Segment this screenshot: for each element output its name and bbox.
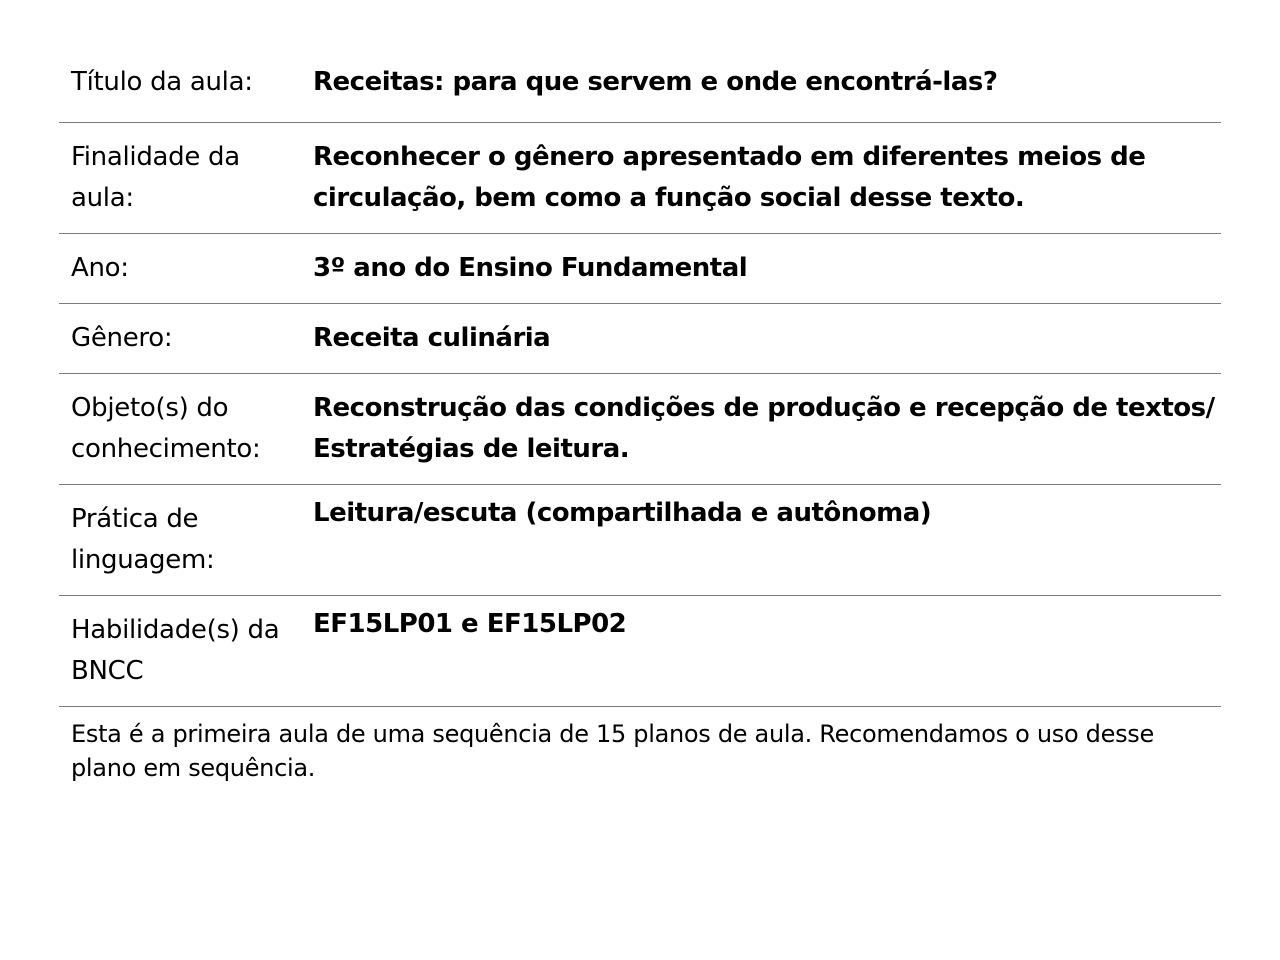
label-lesson-purpose: Finalidade da aula: xyxy=(59,123,301,234)
row-lesson-purpose xyxy=(59,123,1221,234)
value-genre: Receita culinária xyxy=(301,304,1221,374)
label-year: Ano: xyxy=(59,234,301,304)
row-genre xyxy=(59,304,1221,374)
row-bncc-skills xyxy=(59,596,1221,707)
lesson-plan-document xyxy=(59,48,1221,785)
label-language-practice: Prática de linguagem: xyxy=(59,485,301,596)
row-knowledge-objects xyxy=(59,374,1221,485)
value-lesson-title: Receitas: para que servem e onde encontrá-las? xyxy=(301,48,1221,123)
lesson-plan-table xyxy=(59,48,1221,707)
value-lesson-purpose: Reconhecer o gênero apresentado em diferentes meios de circulação, bem como a função social desse texto. xyxy=(301,123,1221,234)
label-knowledge-objects: Objeto(s) do conhecimento: xyxy=(59,374,301,485)
row-year xyxy=(59,234,1221,304)
value-bncc-skills: EF15LP01 e EF15LP02 xyxy=(301,596,1221,707)
label-genre: Gênero: xyxy=(59,304,301,374)
value-knowledge-objects: Reconstrução das condições de produção e recepção de textos/ Estratégias de leitura. xyxy=(301,374,1221,485)
sequence-note: Esta é a primeira aula de uma sequência de 15 planos de aula. Recomendamos o uso desse plano em sequência. xyxy=(71,720,1154,782)
row-language-practice xyxy=(59,485,1221,596)
value-year: 3º ano do Ensino Fundamental xyxy=(301,234,1221,304)
value-language-practice: Leitura/escuta (compartilhada e autônoma) xyxy=(301,485,1221,596)
label-bncc-skills: Habilidade(s) da BNCC xyxy=(59,596,301,707)
label-lesson-title: Título da aula: xyxy=(59,48,301,123)
row-lesson-title xyxy=(59,48,1221,123)
